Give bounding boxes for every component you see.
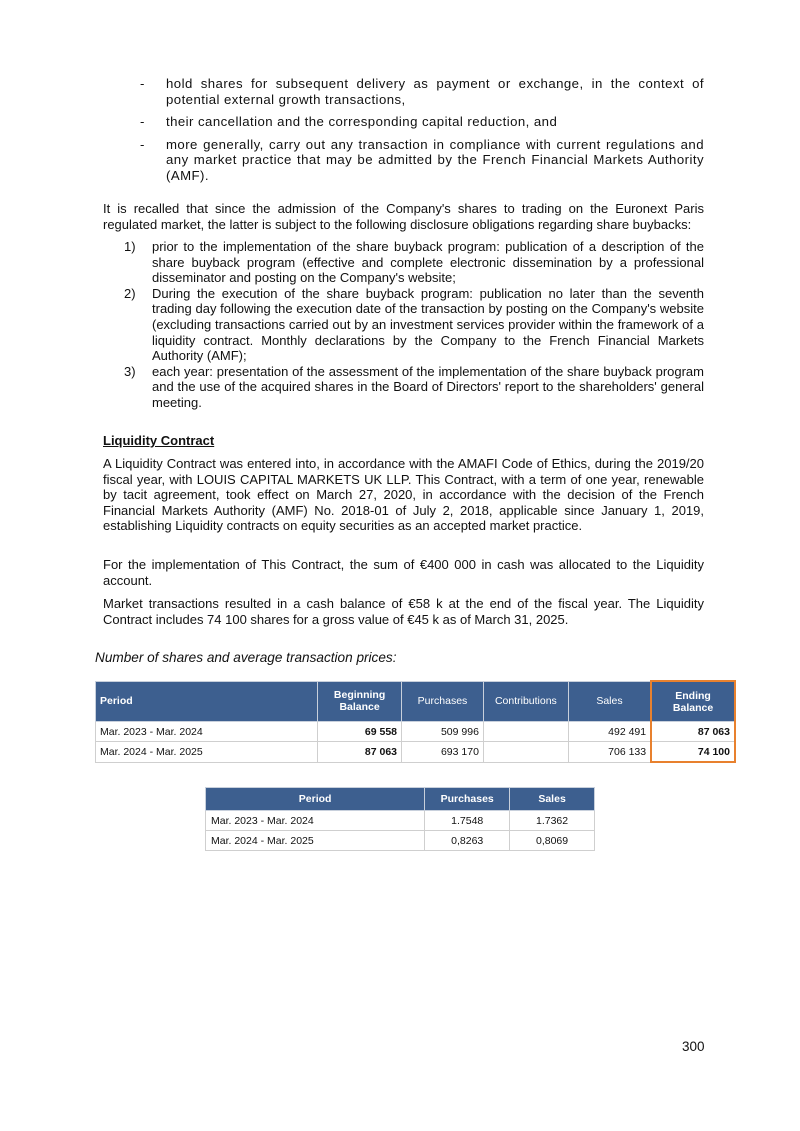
header-beginning-balance: Beginning Balance [318, 681, 402, 722]
liquidity-contract-heading: Liquidity Contract [103, 433, 215, 448]
cell-purchases: 1.7548 [425, 811, 510, 831]
liquidity-paragraph: A Liquidity Contract was entered into, in accordance with the AMAFI Code of Ethics, during the 2019/20 fiscal year, with LOUIS CAPITAL MARKETS UK LLP. This Contract, with a term of one year, renewable by tacit agreement, took effect on March 27, 2020, in accordance with the decision of the French Financial Markets Authority (AMF) No. 2018-01 of July 2, 2018, applicable since January 1, 2019, establishing Liquidity contracts on equity securities as an accepted market practice. [103, 456, 704, 534]
header-ending-balance: Ending Balance [651, 681, 735, 722]
bullet-text: their cancellation and the corresponding capital reduction, and [166, 114, 558, 130]
obligation-number: 1) [124, 239, 136, 254]
cell-contributions [483, 722, 568, 742]
header-purchases: Purchases [402, 681, 484, 722]
cell-period: Mar. 2024 - Mar. 2025 [206, 831, 425, 851]
cell-ending-balance: 74 100 [651, 742, 735, 763]
obligation-number: 3) [124, 363, 136, 379]
table-header-row [96, 681, 736, 722]
header-period: Period [206, 788, 425, 811]
header-sales: Sales [568, 681, 651, 722]
shares-table [95, 680, 736, 763]
obligation-text: prior to the implementation of the share buyback program: publication of a description of the share buyback program (effective and complete electronic dissemination by a professional disseminator and posting on the Company's website; [152, 239, 704, 286]
bullet-dash: - [140, 136, 145, 152]
page-number: 300 [682, 1039, 705, 1054]
bullet-item [140, 76, 704, 107]
cell-purchases: 0,8263 [425, 831, 510, 851]
header-contributions: Contributions [483, 681, 568, 722]
table-header-row [206, 788, 595, 811]
average-prices-table [205, 787, 595, 851]
recall-paragraph: It is recalled that since the admission of the Company's shares to trading on the Euronext Paris regulated market, the latter is subject to the following disclosure obligations regarding share buybacks: [103, 201, 704, 232]
bullet-text: hold shares for subsequent delivery as payment or exchange, in the context of potential external growth transactions, [166, 76, 704, 107]
bullet-text: more generally, carry out any transaction in compliance with current regulations and any market practice that may be admitted by the French Financial Markets Authority (AMF). [166, 136, 704, 183]
cell-beginning-balance: 87 063 [318, 742, 402, 763]
bullet-dash: - [140, 76, 145, 91]
obligation-item [124, 286, 704, 364]
header-purchases: Purchases [425, 788, 510, 811]
table-row [206, 811, 595, 831]
obligation-item [124, 364, 704, 411]
bullet-dash: - [140, 114, 145, 130]
cell-sales: 0,8069 [510, 831, 595, 851]
obligation-text: each year: presentation of the assessment of the implementation of the share buyback program and the use of the acquired shares in the Board of Directors' report to the shareholders' general meeting. [152, 363, 704, 410]
cell-period: Mar. 2023 - Mar. 2024 [96, 722, 318, 742]
obligation-number: 2) [124, 285, 136, 301]
disclosure-obligations-list [124, 239, 704, 411]
cell-purchases: 693 170 [402, 742, 484, 763]
cell-sales: 706 133 [568, 742, 651, 763]
purpose-bullet-list [140, 76, 704, 191]
table-caption: Number of shares and average transaction prices: [95, 650, 397, 665]
table-row [206, 831, 595, 851]
cell-sales: 492 491 [568, 722, 651, 742]
obligation-item [124, 239, 704, 286]
table-row [96, 742, 736, 763]
obligation-text: During the execution of the share buyback program: publication no later than the seventh trading day following the execution date of the transaction by posting on the Company's website (excluding transactions carried out by an investment services provider within the framework of a liquidity contract. Monthly declarations by the Company to the French Financial Markets Authority (AMF); [152, 285, 704, 364]
header-period: Period [96, 681, 318, 722]
bullet-item [140, 137, 704, 184]
cell-period: Mar. 2024 - Mar. 2025 [96, 742, 318, 763]
cell-beginning-balance: 69 558 [318, 722, 402, 742]
cell-period: Mar. 2023 - Mar. 2024 [206, 811, 425, 831]
cell-contributions [483, 742, 568, 763]
implementation-paragraph: For the implementation of This Contract, the sum of €400 000 in cash was allocated to the Liquidity account. [103, 557, 704, 588]
cell-ending-balance: 87 063 [651, 722, 735, 742]
table-row [96, 722, 736, 742]
cell-purchases: 509 996 [402, 722, 484, 742]
market-transactions-paragraph: Market transactions resulted in a cash balance of €58 k at the end of the fiscal year. The Liquidity Contract includes 74 100 shares for a gross value of €45 k as of March 31, 2025. [103, 596, 704, 627]
bullet-item [140, 114, 704, 130]
header-sales: Sales [510, 788, 595, 811]
cell-sales: 1.7362 [510, 811, 595, 831]
